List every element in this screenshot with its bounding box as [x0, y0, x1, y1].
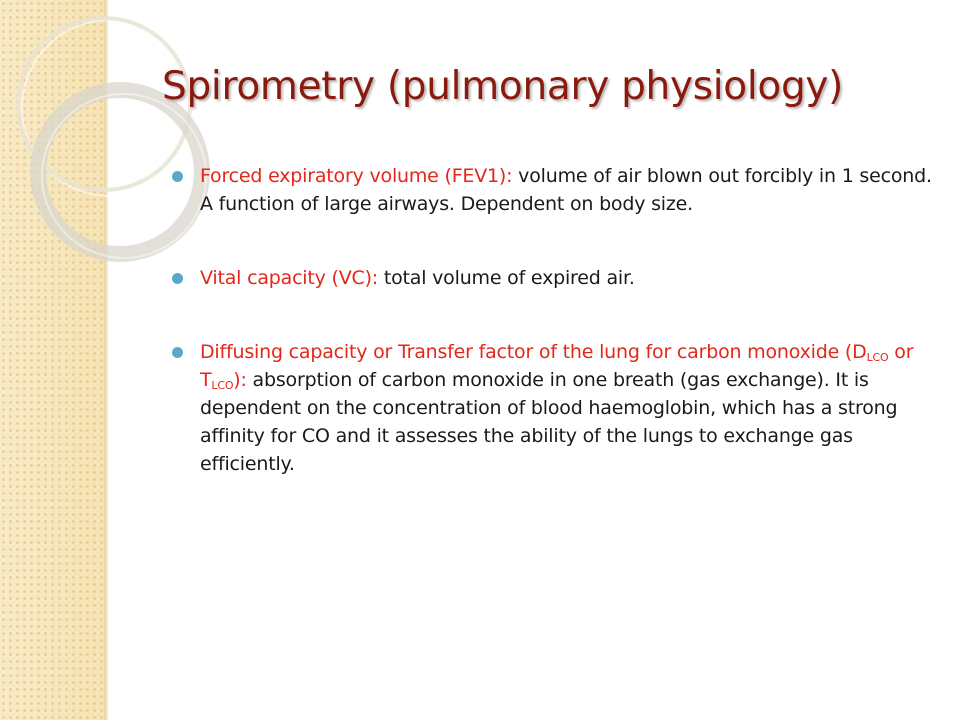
- bullet-dlco: [172, 338, 932, 478]
- bullet-fev1: [172, 162, 932, 218]
- term-dlco-sub2: LCO: [211, 379, 234, 392]
- definition-vc: total volume of expired air.: [378, 267, 635, 289]
- bullet-dot-icon: [172, 347, 183, 358]
- term-vc: Vital capacity (VC):: [200, 267, 379, 289]
- bullet-dot-icon: [172, 171, 183, 182]
- term-dlco-sub1: LCO: [866, 351, 889, 364]
- definition-dlco: absorption of carbon monoxide in one breath (gas exchange). It is dependent on the concentration of blood haemoglobin, which has a strong affinity for CO and it assesses the ability of the lungs to exchange gas efficiently.: [200, 369, 898, 475]
- term-dlco-part2: or T: [200, 341, 914, 391]
- bullet-dot-icon: [172, 273, 183, 284]
- term-fev1: Forced expiratory volume (FEV1):: [200, 165, 513, 187]
- slide-title: Spirometry (pulmonary physiology): [162, 64, 844, 109]
- term-dlco-part1: Diffusing capacity or Transfer factor of the lung for carbon monoxide (D: [200, 341, 867, 363]
- decorative-rings-icon: [0, 0, 200, 260]
- bullet-vc: [172, 264, 932, 292]
- bullet-list: [172, 162, 932, 524]
- definition-fev1: volume of air blown out forcibly in 1 second. A function of large airways. Dependent on body size.: [200, 165, 932, 215]
- term-dlco-part3: ):: [233, 369, 247, 391]
